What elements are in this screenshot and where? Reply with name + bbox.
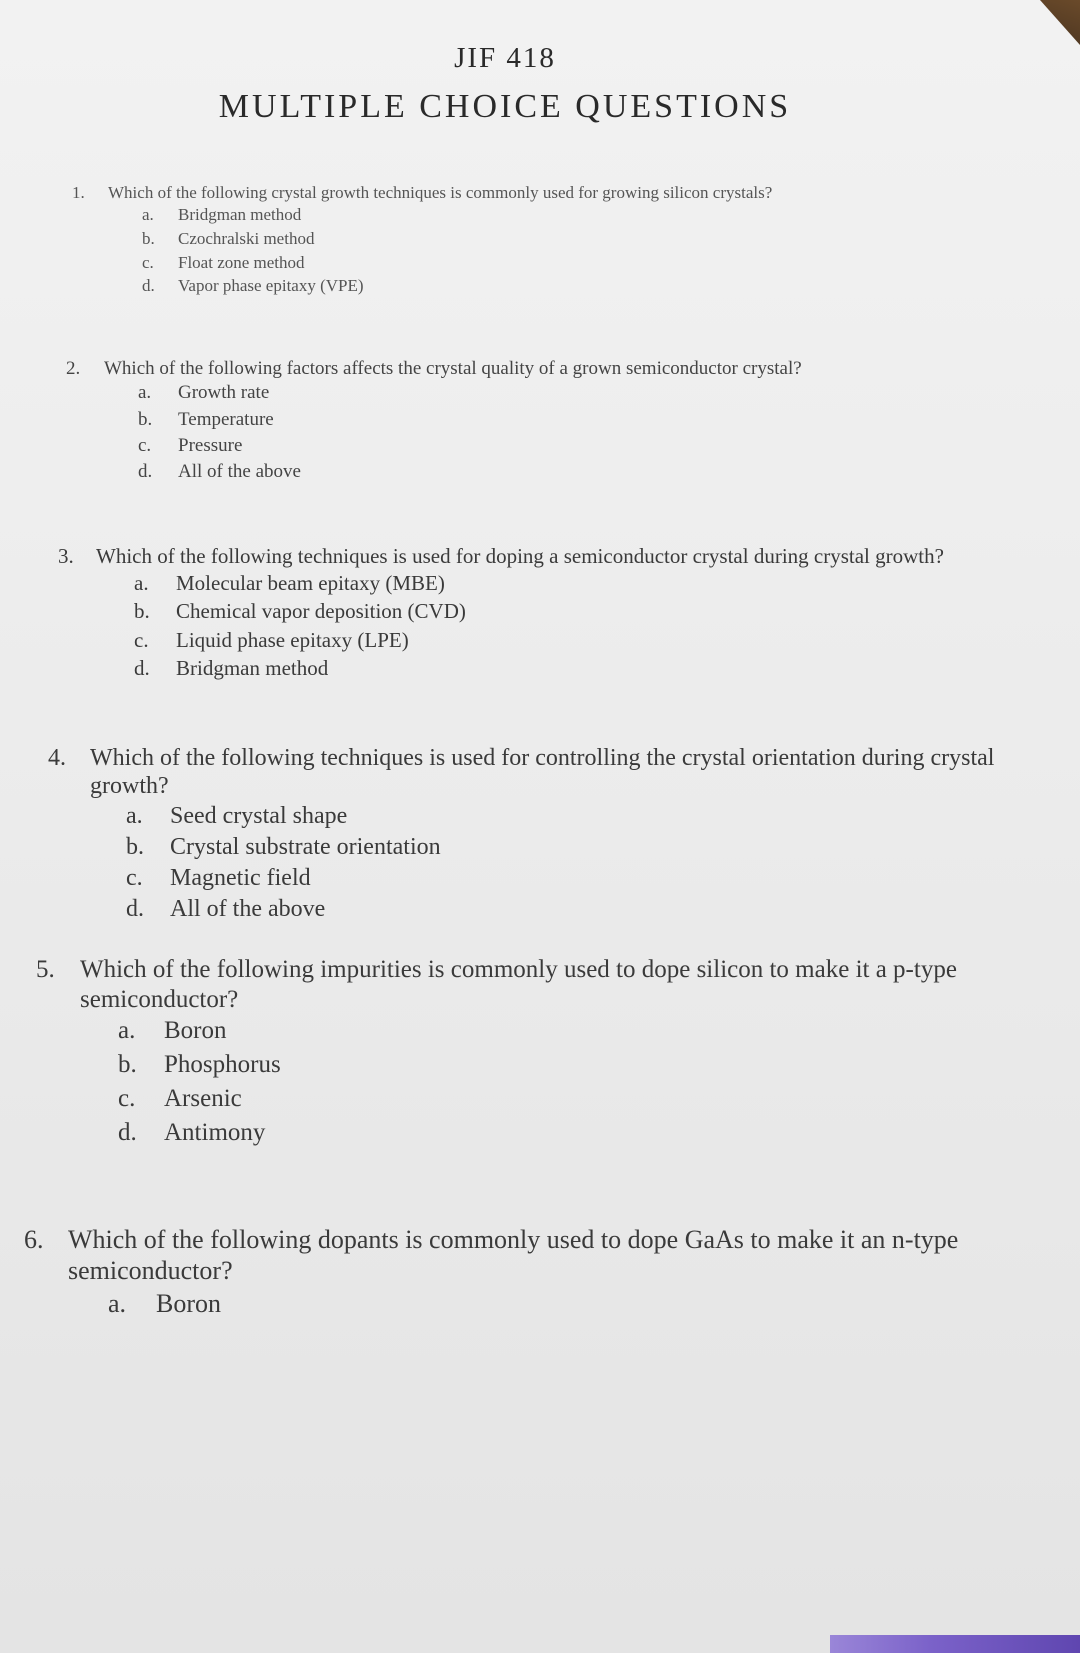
option-text: All of the above	[170, 896, 326, 923]
option-text: Liquid phase epitaxy (LPE)	[176, 627, 409, 652]
option-letter: b.	[134, 599, 150, 624]
option-c	[118, 1082, 1040, 1116]
option-text: All of the above	[178, 461, 301, 483]
question-text: Which of the following factors affects the crystal quality of a grown semiconductor crystal?	[104, 358, 802, 379]
option-text: Magnetic field	[170, 865, 311, 891]
option-letter: a.	[134, 570, 149, 595]
background-object-strip	[830, 1635, 1080, 1653]
question-5	[36, 955, 1040, 1150]
option-letter: c.	[134, 627, 149, 652]
option-text: Czochralski method	[178, 228, 315, 248]
option-letter: d.	[118, 1119, 137, 1146]
question-text: Which of the following techniques is used for controlling the crystal orientation during crystal growth?	[90, 745, 995, 800]
option-list	[138, 380, 944, 485]
option-text: Phosphorus	[164, 1051, 281, 1078]
option-letter: a.	[118, 1017, 136, 1044]
option-c	[138, 433, 944, 459]
question-4	[48, 744, 1010, 925]
course-code: JIF 418	[454, 42, 556, 74]
option-d	[126, 894, 1010, 925]
option-letter: d.	[138, 461, 153, 483]
option-list	[142, 203, 938, 298]
option-letter: c.	[126, 865, 143, 891]
question-text: Which of the following impurities is commonly used to dope silicon to make it a p-type semiconductor?	[80, 956, 957, 1013]
question-stem	[58, 544, 966, 569]
option-letter: b.	[142, 228, 155, 248]
question-3	[58, 544, 966, 683]
option-b	[138, 407, 944, 433]
option-b	[118, 1048, 1040, 1082]
question-1	[72, 183, 938, 298]
question-number: 2.	[66, 358, 81, 379]
question-number: 5.	[36, 956, 55, 983]
question-stem	[66, 358, 944, 380]
option-list	[108, 1286, 1068, 1321]
option-letter: d.	[126, 896, 144, 923]
option-text: Seed crystal shape	[170, 802, 348, 829]
option-d	[134, 654, 966, 683]
option-a	[142, 203, 938, 227]
option-letter: c.	[138, 434, 152, 456]
question-2	[66, 358, 944, 485]
option-a	[118, 1014, 1040, 1048]
option-text: Vapor phase epitaxy (VPE)	[178, 276, 364, 296]
option-text: Pressure	[178, 434, 243, 456]
option-text: Growth rate	[178, 382, 270, 404]
option-letter: b.	[126, 833, 144, 860]
question-stem	[24, 1225, 1068, 1286]
question-text: Which of the following techniques is used for doping a semiconductor crystal during crystal growth?	[96, 544, 944, 568]
option-text: Crystal substrate orientation	[170, 833, 441, 860]
option-list	[126, 801, 1010, 926]
question-number: 4.	[48, 745, 66, 771]
option-letter: a.	[126, 802, 143, 829]
option-letter: b.	[118, 1051, 137, 1078]
option-text: Antimony	[164, 1119, 266, 1146]
option-text: Arsenic	[164, 1085, 242, 1112]
option-list	[134, 569, 966, 683]
option-letter: c.	[142, 252, 154, 272]
question-number: 1.	[72, 183, 85, 202]
option-c	[134, 626, 966, 655]
option-text: Boron	[164, 1017, 227, 1044]
question-stem	[72, 183, 938, 203]
option-a	[126, 801, 1010, 832]
option-text: Chemical vapor deposition (CVD)	[176, 599, 466, 624]
page-title: MULTIPLE CHOICE QUESTIONS	[218, 88, 792, 125]
question-6	[24, 1225, 1068, 1322]
option-text: Float zone method	[178, 252, 305, 272]
option-letter: d.	[134, 656, 150, 681]
question-number: 6.	[24, 1225, 44, 1254]
option-c	[126, 863, 1010, 894]
option-letter: a.	[108, 1289, 127, 1319]
option-d	[142, 274, 938, 298]
option-a	[108, 1286, 1068, 1321]
option-list	[118, 1014, 1040, 1150]
question-text: Which of the following crystal growth techniques is commonly used for growing silicon crystals?	[108, 183, 773, 202]
question-stem	[48, 744, 1010, 801]
option-b	[134, 597, 966, 626]
question-stem	[36, 955, 1040, 1014]
option-c	[142, 251, 938, 275]
option-a	[134, 569, 966, 598]
option-text: Boron	[156, 1289, 221, 1319]
background-table-corner	[1040, 0, 1080, 45]
option-text: Temperature	[178, 408, 274, 430]
question-text: Which of the following dopants is commonly used to dope GaAs to make it an n-type semiconductor?	[68, 1225, 959, 1285]
option-letter: c.	[118, 1085, 136, 1112]
option-text: Bridgman method	[178, 205, 302, 225]
option-letter: a.	[138, 382, 152, 404]
option-b	[126, 832, 1010, 863]
option-letter: d.	[142, 276, 155, 296]
option-letter: a.	[142, 205, 154, 225]
option-text: Molecular beam epitaxy (MBE)	[176, 570, 445, 595]
option-text: Bridgman method	[176, 656, 329, 681]
option-d	[138, 459, 944, 485]
option-a	[138, 380, 944, 406]
option-d	[118, 1116, 1040, 1150]
option-letter: b.	[138, 408, 153, 430]
option-b	[142, 227, 938, 251]
question-number: 3.	[58, 544, 74, 568]
